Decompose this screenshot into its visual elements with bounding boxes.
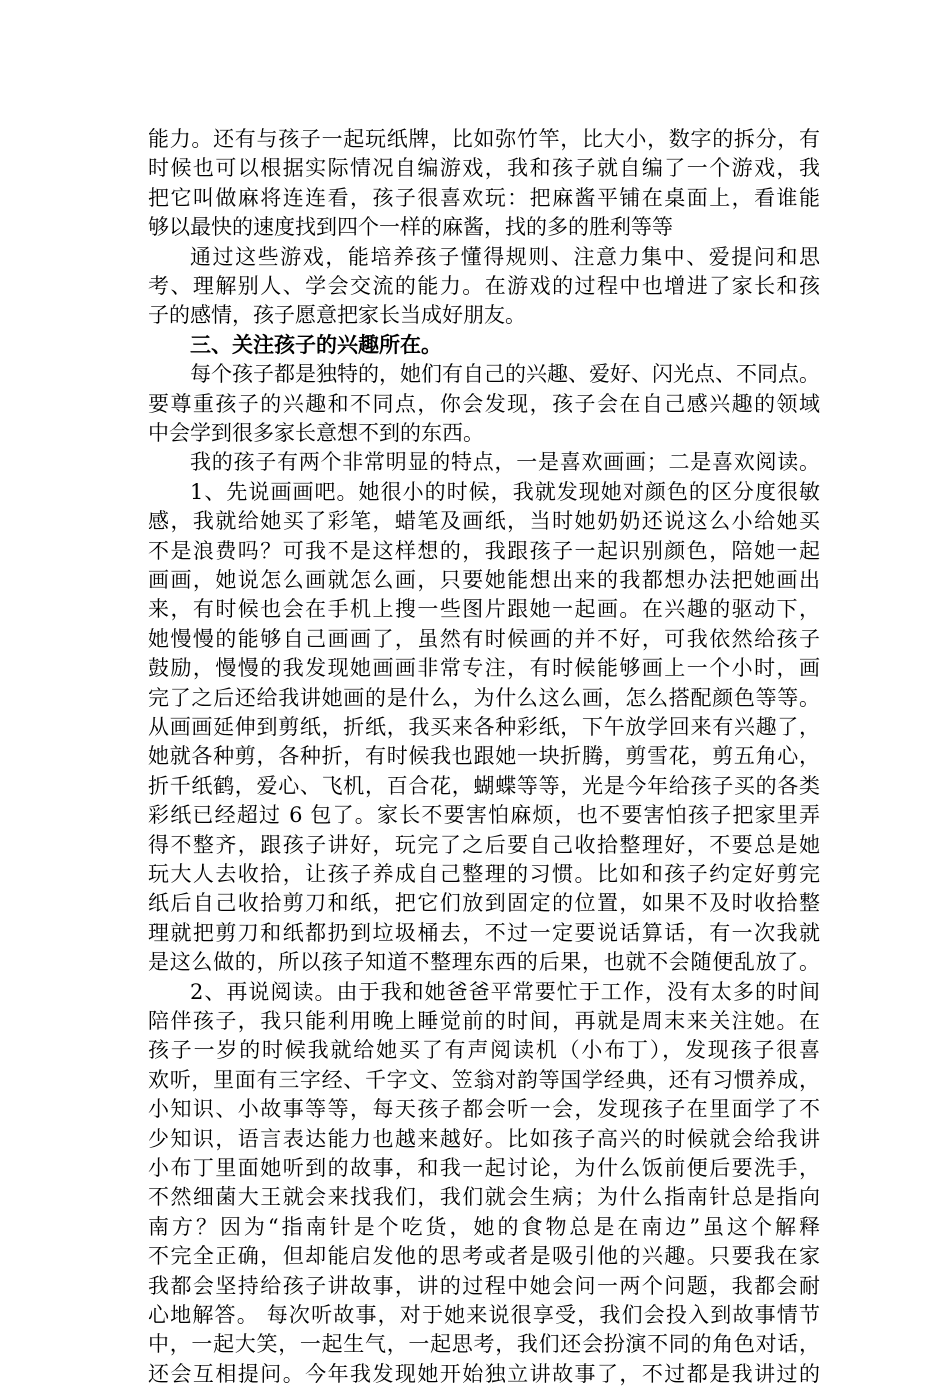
text-line: 少知识，语言表达能力也越来越好。比如孩子高兴的时候就会给我讲 — [148, 1127, 820, 1151]
text-line: 玩大人去收拾，让孩子养成自己整理的习惯。比如和孩子约定好剪完 — [148, 862, 820, 886]
text-line: 陪伴孩子，我只能利用晚上睡觉前的时间，再就是周末来关注她。在 — [148, 1009, 820, 1033]
text-line: 通过这些游戏，能培养孩子懂得规则、注意力集中、爱提问和思 — [190, 245, 820, 269]
text-line: 时候也可以根据实际情况自编游戏，我和孩子就自编了一个游戏，我 — [148, 156, 820, 180]
text-line: 1、先说画画吧。她很小的时候，我就发现她对颜色的区分度很敏 — [190, 480, 820, 504]
text-line: 把它叫做麻将连连看，孩子很喜欢玩：把麻酱平铺在桌面上，看谁能 — [148, 186, 820, 210]
text-line: 考、理解别人、学会交流的能力。在游戏的过程中也增进了家长和孩 — [148, 274, 820, 298]
text-line: 画画，她说怎么画就怎么画，只要她能想出来的我都想办法把她画出 — [148, 568, 820, 592]
text-line: 中，一起大笑，一起生气，一起思考，我们还会扮演不同的角色对话， — [148, 1332, 820, 1356]
text-line: 不是浪费吗？可我不是这样想的，我跟孩子一起识别颜色，陪她一起 — [148, 539, 820, 563]
text-line: 鼓励，慢慢的我发现她画画非常专注，有时候能够画上一个小时，画 — [148, 656, 820, 680]
text-line: 得不整齐，跟孩子讲好，玩完了之后要自己收拾整理好，不要总是她 — [148, 833, 820, 857]
text-line: 南方？因为“指南针是个吃货，她的食物总是在南边”虽这个解释 — [148, 1215, 820, 1239]
text-line: 心地解答。 每次听故事，对于她来说很享受，我们会投入到故事情节 — [148, 1303, 820, 1327]
text-line: 我的孩子有两个非常明显的特点，一是喜欢画画；二是喜欢阅读。 — [190, 450, 820, 474]
text-line: 是这么做的，所以孩子知道不整理东西的后果，也就不会随便乱放了。 — [148, 950, 820, 974]
text-line: 她慢慢的能够自己画画了，虽然有时候画的并不好，可我依然给孩子 — [148, 627, 820, 651]
text-line: 中会学到很多家长意想不到的东西。 — [148, 421, 484, 445]
text-line: 还会互相提问。今年我发现她开始独立讲故事了，不过都是我讲过的 — [148, 1362, 820, 1386]
text-line: 完了之后还给我讲她画的是什么，为什么这么画，怎么搭配颜色等等。 — [148, 686, 820, 710]
text-line: 我都会坚持给孩子讲故事，讲的过程中她会问一两个问题，我都会耐 — [148, 1274, 820, 1298]
text-line: 彩纸已经超过 6 包了。家长不要害怕麻烦，也不要害怕孩子把家里弄 — [148, 803, 820, 827]
text-line: 从画画延伸到剪纸，折纸，我买来各种彩纸，下午放学回来有兴趣了， — [148, 715, 820, 739]
text-line: 要尊重孩子的兴趣和不同点，你会发现，孩子会在自己感兴趣的领域 — [148, 392, 820, 416]
text-line: 她就各种剪，各种折，有时候我也跟她一块折腾，剪雪花，剪五角心， — [148, 744, 820, 768]
text-line: 2、再说阅读。由于我和她爸爸平常要忙于工作，没有太多的时间 — [190, 980, 820, 1004]
text-line: 来，有时候也会在手机上搜一些图片跟她一起画。在兴趣的驱动下， — [148, 597, 820, 621]
text-line: 子的感情，孩子愿意把家长当成好朋友。 — [148, 303, 526, 327]
text-line: 感，我就给她买了彩笔，蜡笔及画纸，当时她奶奶还说这么小给她买 — [148, 509, 820, 533]
text-line: 能力。还有与孩子一起玩纸牌，比如弥竹竿，比大小，数字的拆分，有 — [148, 127, 820, 151]
text-line: 小知识、小故事等等，每天孩子都会听一会，发现孩子在里面学了不 — [148, 1097, 820, 1121]
text-line: 欢听，里面有三字经、千字文、笠翁对韵等国学经典，还有习惯养成， — [148, 1068, 820, 1092]
text-line: 不完全正确，但却能启发他的思考或者是吸引他的兴趣。只要我在家 — [148, 1244, 820, 1268]
text-line: 不然细菌大王就会来找我们，我们就会生病；为什么指南针总是指向 — [148, 1185, 820, 1209]
text-line: 每个孩子都是独特的，她们有自己的兴趣、爱好、闪光点、不同点。 — [190, 362, 820, 386]
text-line: 理就把剪刀和纸都扔到垃圾桶去，不过一定要说话算话，有一次我就 — [148, 921, 820, 945]
text-line: 够以最快的速度找到四个一样的麻酱，找的多的胜利等等 — [148, 215, 673, 239]
text-line: 小布丁里面她听到的故事，和我一起讨论，为什么饭前便后要洗手， — [148, 1156, 820, 1180]
text-line: 孩子一岁的时候我就给她买了有声阅读机（小布丁），发现孩子很喜 — [148, 1038, 820, 1062]
section-heading: 三、关注孩子的兴趣所在。 — [190, 332, 442, 357]
text-line: 折千纸鹤，爱心、飞机，百合花，蝴蝶等等，光是今年给孩子买的各类 — [148, 774, 820, 798]
text-line: 纸后自己收拾剪刀和纸，把它们放到固定的位置，如果不及时收拾整 — [148, 891, 820, 915]
